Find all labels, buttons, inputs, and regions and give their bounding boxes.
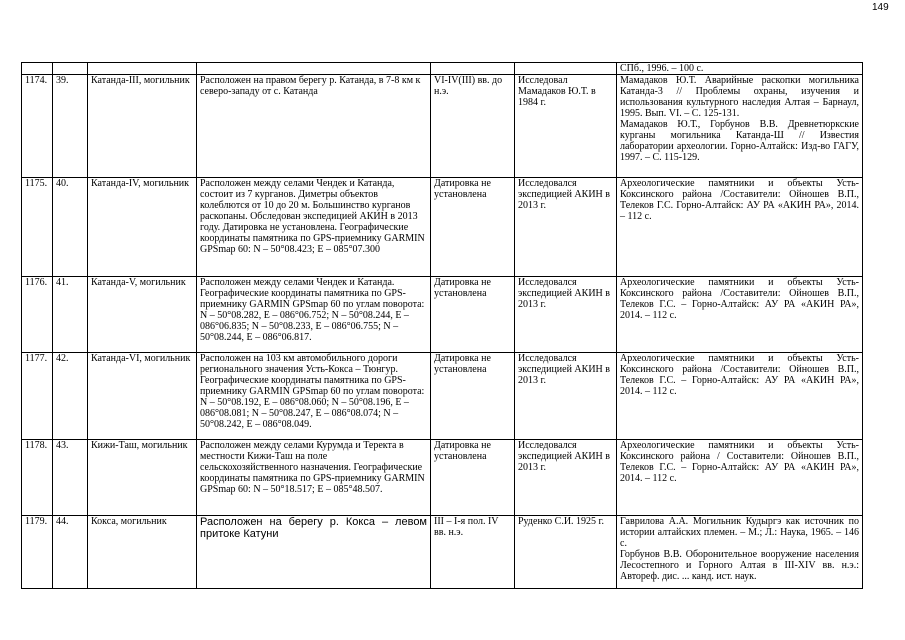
site-description: Расположен на берегу р. Кокса – левом притоке Катуни xyxy=(197,516,431,589)
site-dating: Датировка не установлена xyxy=(431,353,515,440)
table-row xyxy=(22,353,863,440)
page-number: 149 xyxy=(872,2,889,13)
research-info: Исследовался экспедицией АКИН в 2013 г. xyxy=(515,277,617,353)
record-subnumber: 42. xyxy=(53,353,88,440)
record-number: 1175. xyxy=(22,178,53,277)
literature-cell xyxy=(617,353,863,440)
record-number: 1177. xyxy=(22,353,53,440)
literature-entry: Мамадаков Ю.Т. Аварийные раскопки могильника Катанда-3 // Проблемы охраны, изучения и использования культурного наследия Алтая – Барнаул, 1995. Вып. VI. – С. 125-131. xyxy=(620,75,859,119)
site-description: Расположен между селами Курумда и Теректа в местности Кижи-Таш на поле сельскохозяйственного назначения. Географические координаты памятника по GPS-приемнику GARMIN GPSmap 60: N – 50°18.517; E – 085°48.507. xyxy=(197,440,431,516)
table-row xyxy=(22,63,863,75)
literature-entry: Мамадаков Ю.Т., Горбунов В.В. Древнетюркские курганы могильника Катанда-Ш // Известия лаборатории археологии. Горно-Алтайск: Изд-во ГАГУ, 1997. – С. 115-129. xyxy=(620,119,859,163)
table-row xyxy=(22,516,863,589)
record-number: 1179. xyxy=(22,516,53,589)
site-dating: Датировка не установлена xyxy=(431,440,515,516)
literature-entry: Горбунов В.В. Оборонительное вооружение населения Лесостепного и Горного Алтая в III-XIV вв. н.э.: Автореф. дис. ... канд. ист. наук. xyxy=(620,549,859,582)
record-subnumber: 41. xyxy=(53,277,88,353)
site-name: Катанда-V, могильник xyxy=(88,277,197,353)
research-info: Исследовался экспедицией АКИН в 2013 г. xyxy=(515,353,617,440)
register-table xyxy=(21,62,863,589)
record-number: 1174. xyxy=(22,75,53,178)
site-name: Кижи-Таш, могильник xyxy=(88,440,197,516)
record-number: 1176. xyxy=(22,277,53,353)
literature-cell xyxy=(617,516,863,589)
research-info: Исследовался экспедицией АКИН в 2013 г. xyxy=(515,178,617,277)
table-row xyxy=(22,75,863,178)
literature-cell xyxy=(617,277,863,353)
site-name: Катанда-VI, могильник xyxy=(88,353,197,440)
table-row xyxy=(22,440,863,516)
research-info: Исследовал Мамадаков Ю.Т. в 1984 г. xyxy=(515,75,617,178)
site-name: Катанда-IV, могильник xyxy=(88,178,197,277)
site-description: Расположен на 103 км автомобильного дороги регионального значения Усть-Кокса – Тюнгур. Географические координаты памятника по GPS-приемнику GARMIN GPSmap 60 по углам поворота: N – 50°08.192, E – 086°08.060; N – 50°08.196, E – 086°08.081; N – 50°08.247, E – 086°08.074; N – 50°08.242, E – 086°08.049. xyxy=(197,353,431,440)
literature-entry: Археологические памятники и объекты Усть-Коксинского района /Составители: Ойношев В.П., Телеков Г.С. Горно-Алтайск: АУ РА «АКИН РА», 2014. – 112 с. xyxy=(620,178,859,222)
literature-cell xyxy=(617,178,863,277)
site-name: Катанда-III, могильник xyxy=(88,75,197,178)
site-description: Расположен между селами Чендек и Катанда, состоит из 7 курганов. Диметры объектов колеблются от 10 до 20 м. Большинство курганов раскопаны. Обследован экспедицией АКИН в 2013 году. Датировка не установлена. Географические координаты памятника по GPS-приемнику GARMIN GPSmap 60: N – 50°08.423; E – 085°07.300 xyxy=(197,178,431,277)
literature-entry: Археологические памятники и объекты Усть-Коксинского района /Составители: Ойношев В.П., Телеков Г.С. – Горно-Алтайск: АУ РА «АКИН РА», 2014. – 112 с. xyxy=(620,353,859,397)
record-subnumber: 39. xyxy=(53,75,88,178)
record-number: 1178. xyxy=(22,440,53,516)
research-info: Руденко С.И. 1925 г. xyxy=(515,516,617,589)
record-subnumber: 43. xyxy=(53,440,88,516)
site-dating: III – I-я пол. IV вв. н.э. xyxy=(431,516,515,589)
literature-cell xyxy=(617,75,863,178)
site-dating: Датировка не установлена xyxy=(431,178,515,277)
site-dating: Датировка не установлена xyxy=(431,277,515,353)
literature-cell: СПб., 1996. – 100 с. xyxy=(617,63,863,75)
literature-entry: Археологические памятники и объекты Усть-Коксинского района / Составители: Ойношев В.П., Телеков Г.С. – Горно-Алтайск: АУ РА «АКИН РА», 2014. – 112 с. xyxy=(620,440,859,484)
literature-entry: Гаврилова А.А. Могильник Кудыргэ как источник по истории алтайских племен. – М.; Л.: Наука, 1965. – 146 с. xyxy=(620,516,859,549)
research-info: Исследовался экспедицией АКИН в 2013 г. xyxy=(515,440,617,516)
site-description: Расположен между селами Чендек и Катанда. Географические координаты памятника по GPS-приемнику GARMIN GPSmap 60 по углам поворота: N – 50°08.282, E – 086°06.752; N – 50°08.244, E – 086°06.835; N – 50°08.233, E – 086°06.755; N – 50°08.244, E – 086°06.817. xyxy=(197,277,431,353)
site-description: Расположен на правом берегу р. Катанда, в 7-8 км к северо-западу от с. Катанда xyxy=(197,75,431,178)
site-name: Кокса, могильник xyxy=(88,516,197,589)
literature-entry: Археологические памятники и объекты Усть-Коксинского района /Составители: Ойношев В.П., Телеков Г.С. – Горно-Алтайск: АУ РА «АКИН РА», 2014. – 112 с. xyxy=(620,277,859,321)
table-row xyxy=(22,277,863,353)
record-subnumber: 44. xyxy=(53,516,88,589)
table-row xyxy=(22,178,863,277)
literature-cell xyxy=(617,440,863,516)
record-subnumber: 40. xyxy=(53,178,88,277)
site-dating: VI-IV(III) вв. до н.э. xyxy=(431,75,515,178)
